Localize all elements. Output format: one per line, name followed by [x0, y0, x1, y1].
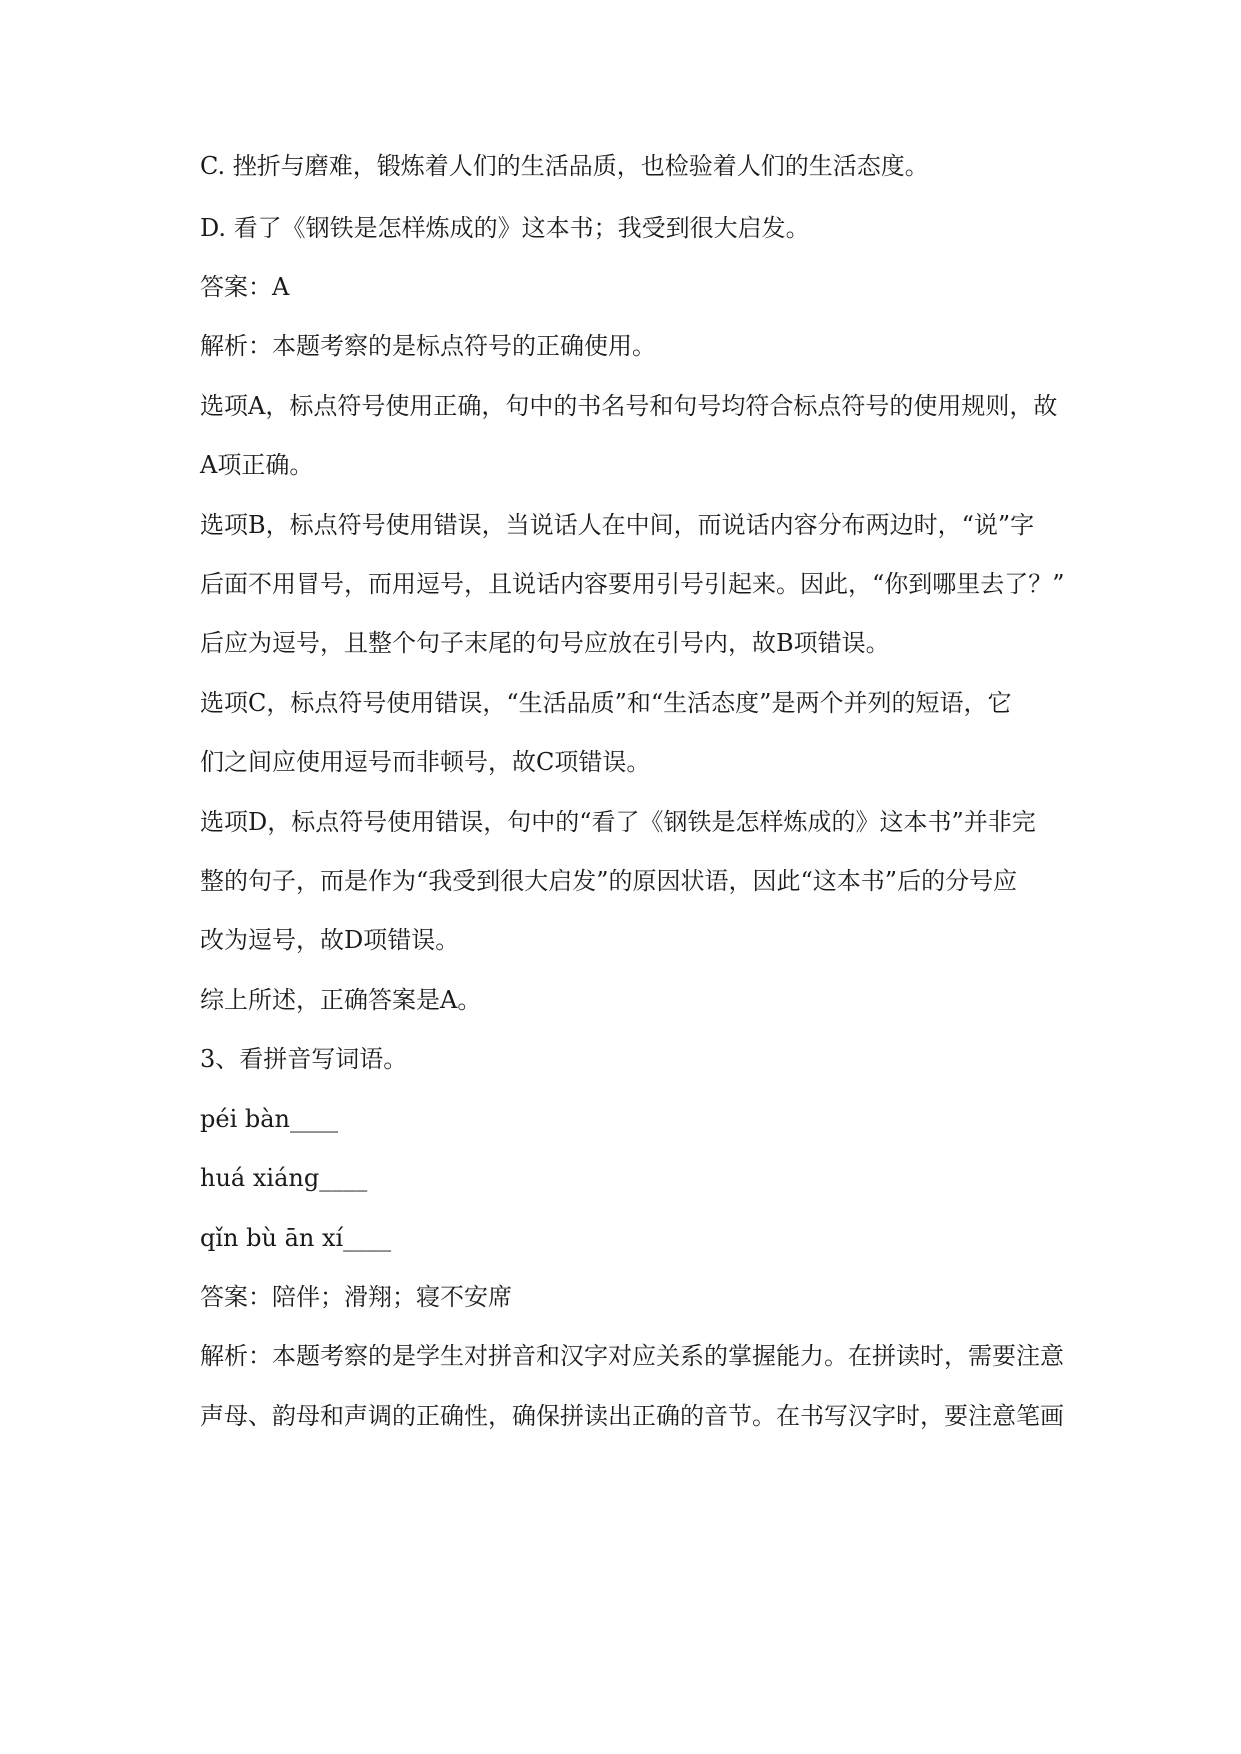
analysis-paragraph-line: 选项B，标点符号使用错误，当说话人在中间，而说话内容分布两边时，“说”字	[200, 511, 1035, 539]
analysis-paragraph-line: 后应为逗号，且整个句子末尾的句号应放在引号内，故B项错误。	[200, 629, 890, 657]
analysis-paragraph-line: 改为逗号，故D项错误。	[200, 926, 460, 954]
pinyin-item: péi bàn____	[200, 1105, 338, 1133]
analysis-paragraph-line: 解析：本题考察的是学生对拼音和汉字对应关系的掌握能力。在拼读时，需要注意	[200, 1342, 1064, 1370]
analysis-paragraph-line: 选项C，标点符号使用错误，“生活品质”和“生活态度”是两个并列的短语，它	[200, 689, 1012, 717]
analysis-paragraph-line: 选项D，标点符号使用错误，句中的“看了《钢铁是怎样炼成的》这本书”并非完	[200, 808, 1036, 836]
analysis-heading: 解析：本题考察的是标点符号的正确使用。	[200, 332, 656, 360]
analysis-paragraph-line: 声母、韵母和声调的正确性，确保拼读出正确的音节。在书写汉字时，要注意笔画	[200, 1402, 1064, 1430]
analysis-paragraph-line: A项正确。	[200, 451, 314, 479]
analysis-paragraph-line: 后面不用冒号，而用逗号，且说话内容要用引号引起来。因此，“你到哪里去了？”	[200, 570, 1065, 598]
conclusion-line: 综上所述，正确答案是A。	[200, 986, 482, 1014]
option-d-text: D. 看了《钢铁是怎样炼成的》这本书；我受到很大启发。	[200, 214, 810, 242]
question-3-heading: 3、看拼音写词语。	[200, 1045, 408, 1073]
answer-line: 答案：陪伴；滑翔；寝不安席	[200, 1283, 512, 1311]
analysis-paragraph-line: 选项A，标点符号使用正确，句中的书名号和句号均符合标点符号的使用规则，故	[200, 392, 1058, 420]
analysis-paragraph-line: 们之间应使用逗号而非顿号，故C项错误。	[200, 748, 651, 776]
analysis-paragraph-line: 整的句子，而是作为“我受到很大启发”的原因状语，因此“这本书”后的分号应	[200, 867, 1018, 895]
answer-line: 答案：A	[200, 273, 290, 301]
pinyin-item: qǐn bù ān xí____	[200, 1224, 392, 1252]
pinyin-item: huá xiáng____	[200, 1164, 368, 1192]
option-c-text: C. 挫折与磨难，锻炼着人们的生活品质，也检验着人们的生活态度。	[200, 152, 929, 180]
